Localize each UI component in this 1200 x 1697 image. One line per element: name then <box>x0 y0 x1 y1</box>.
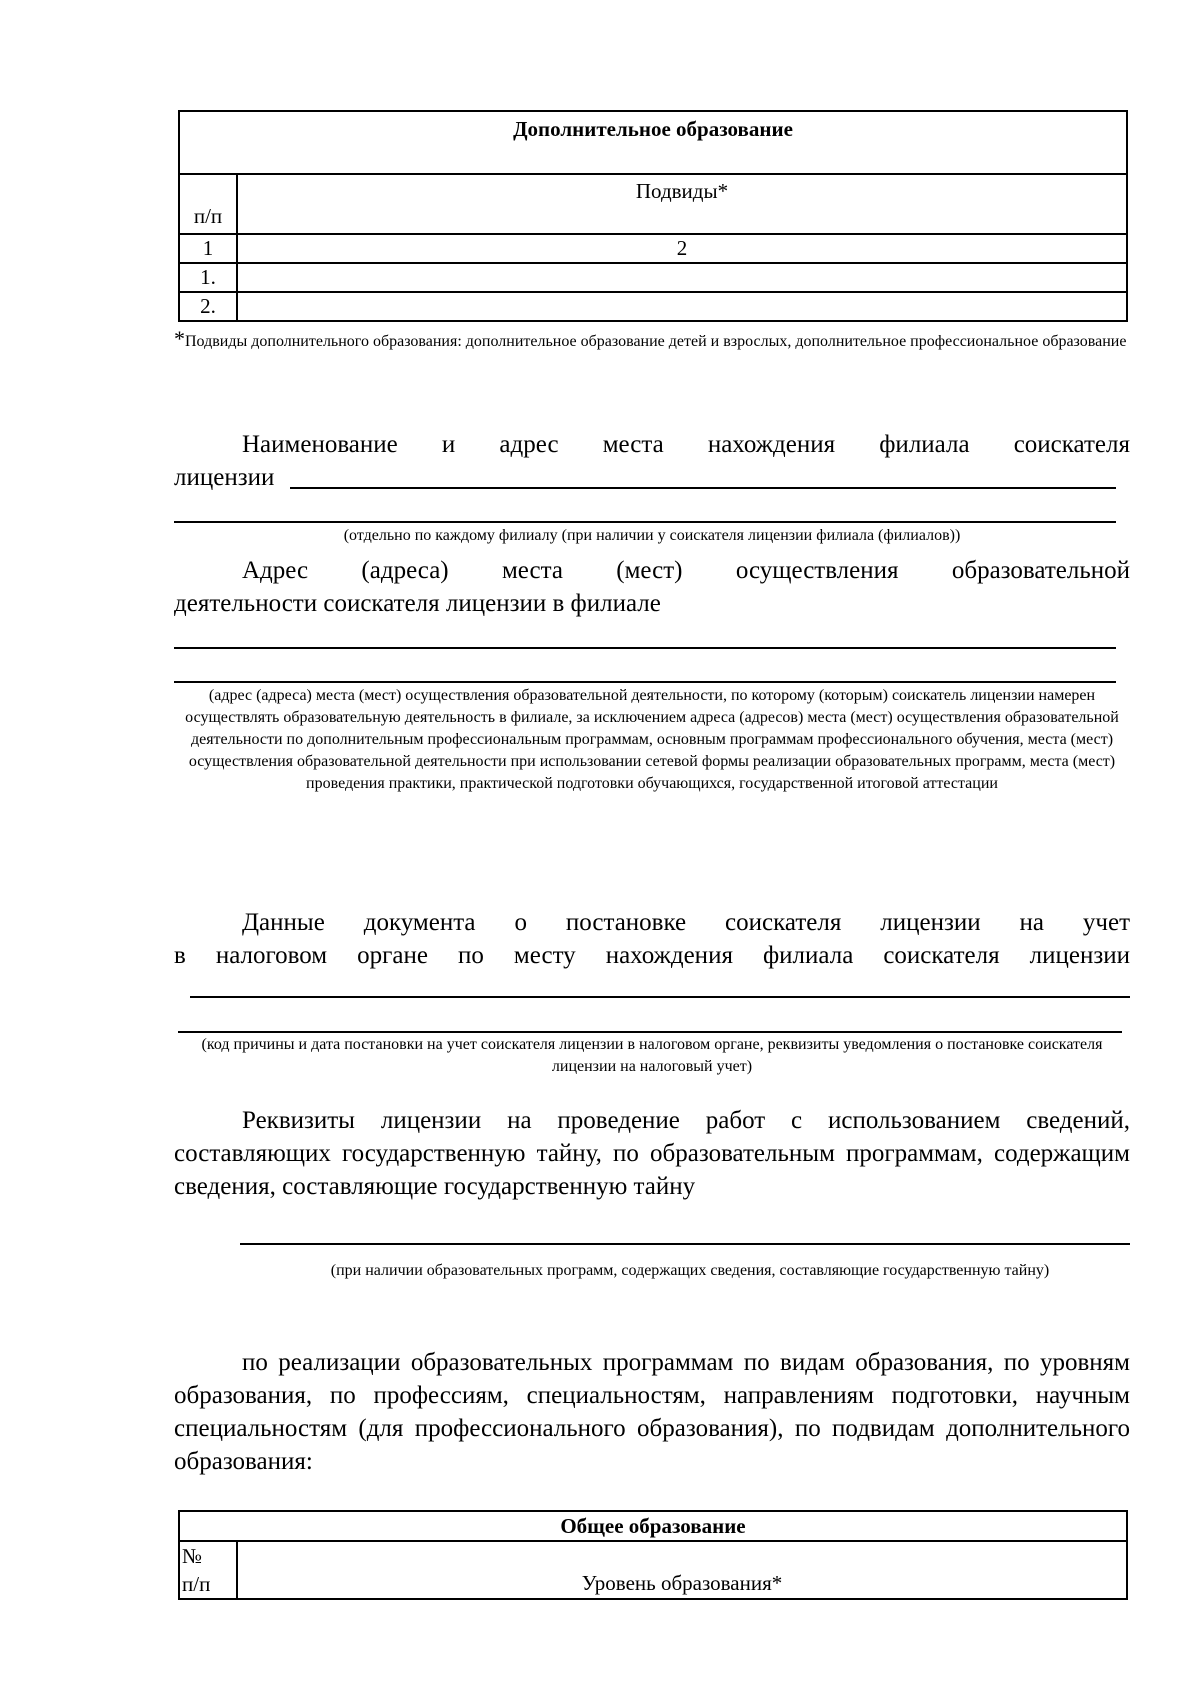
index-cell-1: 1 <box>179 234 237 263</box>
column-header-number: п/п <box>179 174 237 234</box>
additional-education-table <box>178 110 1128 322</box>
table-row <box>179 292 1127 321</box>
tax-registration-label-line2: в налоговом органе по месту нахождения филиала соискателя лицензии <box>174 942 1130 969</box>
branch-address-label-line2: деятельности соискателя лицензии в филиале <box>174 590 661 617</box>
branch-name-fill-line-2[interactable] <box>174 521 1116 523</box>
branch-address-fill-line-2[interactable] <box>174 681 1116 683</box>
column-header-number-bottom: п/п <box>182 1572 211 1596</box>
index-cell-2: 2 <box>237 234 1127 263</box>
secret-license-fill-line[interactable] <box>240 1243 1130 1245</box>
column-header-number-top: № <box>182 1544 203 1568</box>
row-number: 2. <box>179 292 237 321</box>
secret-license-caption: (при наличии образовательных программ, содержащих сведения, составляющие государственную тайну) <box>330 1262 1050 1279</box>
table-row <box>179 263 1127 292</box>
additional-education-title: Дополнительное образование <box>179 111 1127 174</box>
branch-address-caption: (адрес (адреса) места (мест) осуществления образовательной деятельности, по которому (которым) соискатель лицензии намерен осуществлять образовательную деятельность в филиале, за исключением адреса (адресов) места (мест) осуществления образовательной деятельности по дополнительным профессиональным программам, основным программам профессионального обучения, места (мест) осуществления образовательной деятельности при использовании сетевой формы реализации образовательных программ, места (мест) проведения практики, практической подготовки обучающихся, государственной итоговой аттестации <box>185 687 1119 792</box>
tax-registration-label-line1: Данные документа о постановке соискателя лицензии на учет <box>242 909 1130 936</box>
branch-name-label-line2: лицензии <box>174 464 275 491</box>
column-header-subtypes: Подвиды* <box>237 174 1127 234</box>
footnote-star: * <box>174 326 185 351</box>
programs-text: по реализации образовательных программам по видам образования, по уровням образования, по профессиям, специальностям, направлениям подготовки, научным специальностям (для профессионального образования), по подвидам дополнительного образования: <box>174 1349 1130 1475</box>
row-subtype-cell[interactable] <box>237 292 1127 321</box>
branch-name-label-line1: Наименование и адрес места нахождения филиала соискателя <box>242 431 1130 458</box>
tax-registration-fill-line-2[interactable] <box>178 1031 1122 1033</box>
general-education-title: Общее образование <box>179 1511 1127 1541</box>
column-header-number <box>179 1541 237 1599</box>
general-education-table <box>178 1510 1128 1600</box>
row-number: 1. <box>179 263 237 292</box>
secret-license-label: Реквизиты лицензии на проведение работ с использованием сведений, составляющих государственную тайну, по образовательным программам, содержащим сведения, составляющие государственную тайну <box>174 1107 1130 1200</box>
tax-registration-caption: (код причины и дата постановки на учет соискателя лицензии в налоговом органе, реквизиты уведомления о постановке соискателя лицензии на налоговый учет) <box>201 1036 1103 1075</box>
tax-registration-fill-line[interactable] <box>190 996 1130 998</box>
footnote-text: Подвиды дополнительного образования: дополнительное образование детей и взрослых, дополнительное профессиональное образование <box>185 333 1127 350</box>
branch-address-fill-line[interactable] <box>174 647 1116 649</box>
subtypes-footnote <box>174 328 1130 353</box>
row-subtype-cell[interactable] <box>237 263 1127 292</box>
branch-name-caption: (отдельно по каждому филиалу (при наличии у соискателя лицензии филиала (филиалов)) <box>343 527 961 544</box>
branch-address-label-line1: Адрес (адреса) места (мест) осуществления образовательной <box>242 557 1130 584</box>
branch-name-fill-line[interactable] <box>290 487 1116 489</box>
column-header-education-level: Уровень образования* <box>237 1541 1127 1599</box>
